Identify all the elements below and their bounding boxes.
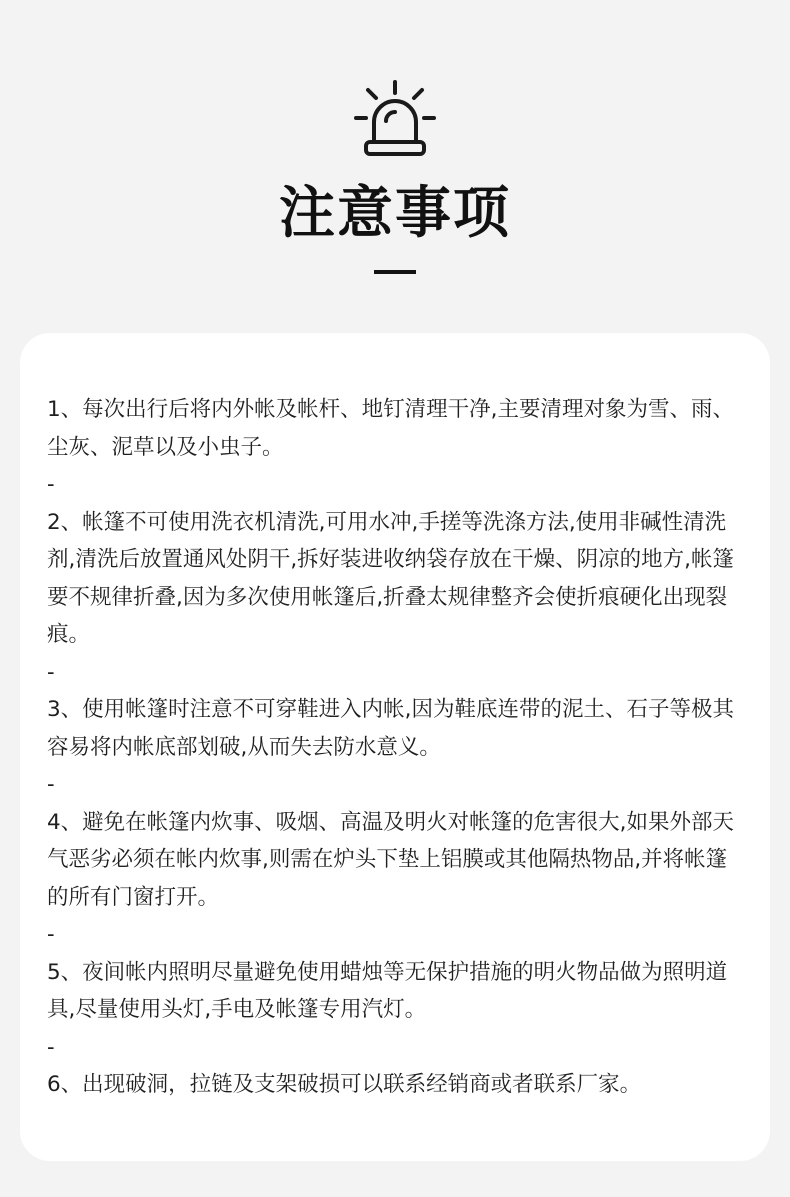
alarm-light-icon xyxy=(352,78,438,160)
note-separator: - xyxy=(47,922,55,946)
note-item-3: 3、使用帐篷时注意不可穿鞋进入内帐,因为鞋底连带的泥土、石子等极其容易将内帐底部划破,从而失去防水意义。 xyxy=(47,697,735,760)
note-item-2: 2、帐篷不可使用洗衣机清洗,可用水冲,手搓等洗涤方法,使用非碱性清洗剂,清洗后放置通风处阴干,拆好装进收纳袋存放在干燥、阴凉的地方,帐篷要不规律折叠,因为多次使用帐篷后,折叠太规律整齐会使折痕硬化出现裂痕。 xyxy=(47,509,735,647)
note-item-4: 4、避免在帐篷内炊事、吸烟、高温及明火对帐篷的危害很大,如果外部天气恶劣必须在帐内炊事,则需在炉头下垫上铝膜或其他隔热物品,并将帐篷的所有门窗打开。 xyxy=(47,809,735,910)
notes-list xyxy=(47,391,747,1104)
title-divider xyxy=(374,270,416,274)
note-item-5: 5、夜间帐内照明尽量避免使用蜡烛等无保护措施的明火物品做为照明道具,尽量使用头灯,手电及帐篷专用汽灯。 xyxy=(47,959,728,1022)
page-title: 注意事项 xyxy=(279,181,511,246)
notes-card xyxy=(20,333,770,1161)
note-separator: - xyxy=(47,772,55,796)
note-separator: - xyxy=(47,659,55,684)
note-item-6: 6、出现破洞，拉链及支架破损可以联系经销商或者联系厂家。 xyxy=(47,1072,642,1097)
note-item-1: 1、每次出行后将内外帐及帐杆、地钉清理干净,主要清理对象为雪、雨、尘灰、泥草以及小虫子。 xyxy=(47,397,735,460)
note-separator: - xyxy=(47,1034,55,1059)
note-separator: - xyxy=(47,472,55,496)
